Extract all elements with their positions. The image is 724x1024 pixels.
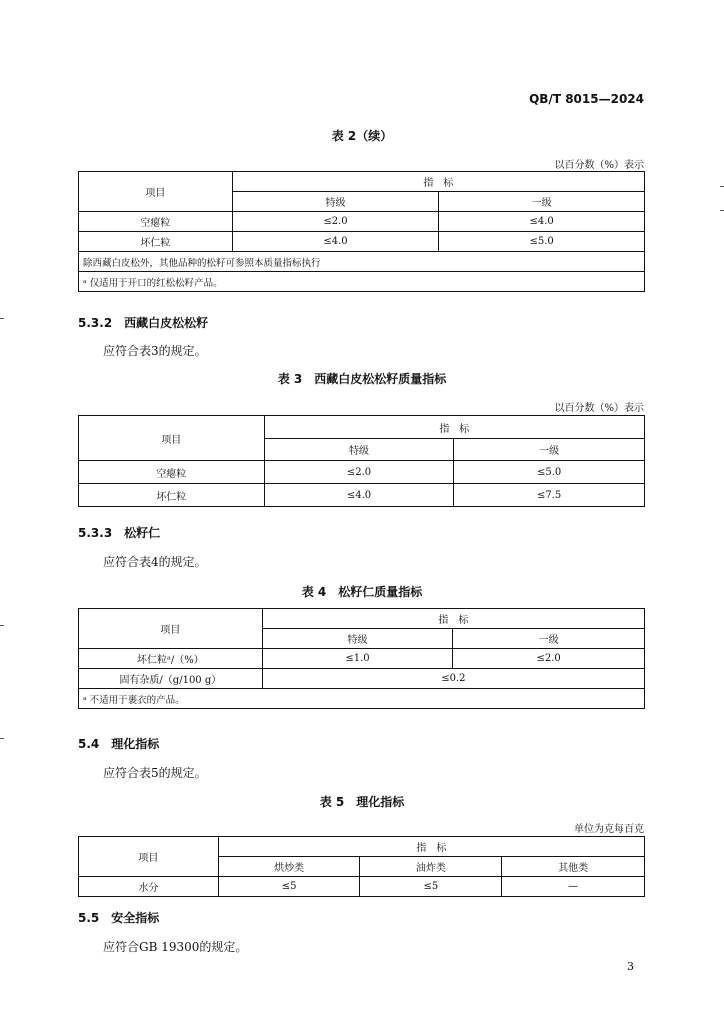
- table4-cell-value: ≤0.2: [262, 669, 644, 689]
- table3-caption: 表 3 西藏白皮松松籽质量指标: [277, 372, 447, 386]
- table4-cell-special: ≤1.0: [262, 649, 453, 669]
- table-row: [79, 649, 645, 669]
- table2-cell-first: ≤5.0: [439, 232, 645, 252]
- margin-mark: [720, 186, 724, 187]
- margin-mark: [720, 210, 724, 211]
- section-heading-5-3-2: 5.3.2 西藏白皮松松籽: [78, 316, 209, 330]
- table-row: [79, 877, 645, 897]
- table5-head-indicator: 指 标: [218, 837, 644, 857]
- table3-cell-item: 坏仁粒: [79, 484, 265, 507]
- table2-note: 除西藏白皮松外，其他品种的松籽可参照本质量指标执行: [79, 252, 645, 272]
- table4-caption: 表 4 松籽仁质量指标: [301, 585, 423, 599]
- table4-cell-item: 坏仁粒ᵃ/（%）: [79, 649, 263, 669]
- table2-unit: 以百分数（%）表示: [554, 160, 644, 171]
- margin-mark: [0, 318, 4, 319]
- standard-number: QB/T 8015—2024: [529, 92, 644, 106]
- section-heading-5-5: 5.5 安全指标: [78, 911, 160, 925]
- table3-cell-first: ≤5.0: [454, 461, 645, 484]
- table5-cell-v1: ≤5: [218, 877, 360, 897]
- table2-head-first: 一级: [439, 192, 645, 212]
- table5: [78, 836, 645, 897]
- table5-head-item: 项目: [79, 837, 219, 877]
- table4-cell-first: ≤2.0: [453, 649, 645, 669]
- table5-cell-v2: ≤5: [360, 877, 502, 897]
- table-row: [79, 461, 645, 484]
- table2-cell-special: ≤2.0: [232, 212, 439, 232]
- table3: [78, 415, 645, 507]
- table-row: [79, 669, 645, 689]
- table4-head-first: 一级: [453, 629, 645, 649]
- section-text-5-4: 应符合表5的规定。: [103, 766, 207, 780]
- table5-head-c2: 油炸类: [360, 857, 502, 877]
- table4-footnote: ᵃ 不适用于裹衣的产品。: [79, 689, 645, 709]
- table3-head-item: 项目: [79, 416, 265, 461]
- table5-caption: 表 5 理化指标: [319, 795, 405, 809]
- table2-cell-special: ≤4.0: [232, 232, 439, 252]
- table2-cell-first: ≤4.0: [439, 212, 645, 232]
- table2: [78, 171, 645, 292]
- table5-cell-item: 水分: [79, 877, 219, 897]
- table5-cell-v3: —: [502, 877, 645, 897]
- table3-cell-first: ≤7.5: [454, 484, 645, 507]
- table2-cell-item: 空瘪粒: [79, 212, 233, 232]
- table2-footnote: ᵃ 仅适用于开口的红松松籽产品。: [79, 272, 645, 292]
- table3-head-indicator: 指 标: [264, 416, 644, 439]
- section-heading-5-3-3: 5.3.3 松籽仁: [78, 526, 161, 540]
- section-text-5-3-3: 应符合表4的规定。: [103, 555, 207, 569]
- table4-head-indicator: 指 标: [262, 609, 644, 629]
- table3-head-special: 特级: [264, 439, 454, 461]
- table5-unit: 单位为克每百克: [574, 824, 644, 835]
- page-number: 3: [627, 960, 634, 973]
- table4-cell-item: 固有杂质/（g/100 g）: [79, 669, 263, 689]
- table2-head-item: 项目: [79, 172, 233, 212]
- table5-head-c3: 其他类: [502, 857, 645, 877]
- table2-cell-item: 坏仁粒: [79, 232, 233, 252]
- table3-cell-item: 空瘪粒: [79, 461, 265, 484]
- table5-head-c1: 烘炒类: [218, 857, 360, 877]
- table-row: [79, 212, 645, 232]
- table3-cell-special: ≤2.0: [264, 461, 454, 484]
- table4-head-item: 项目: [79, 609, 263, 649]
- section-heading-5-4: 5.4 理化指标: [78, 737, 160, 751]
- table2-head-indicator: 指 标: [232, 172, 644, 192]
- margin-mark: [0, 738, 4, 739]
- table2-caption: 表 2（续）: [331, 129, 393, 143]
- section-text-5-5: 应符合GB 19300的规定。: [103, 940, 248, 954]
- margin-mark: [0, 625, 4, 626]
- table4: [78, 608, 645, 709]
- section-text-5-3-2: 应符合表3的规定。: [103, 344, 207, 358]
- table3-unit: 以百分数（%）表示: [554, 403, 644, 414]
- table-row: [79, 232, 645, 252]
- table-row: [79, 484, 645, 507]
- table2-head-special: 特级: [232, 192, 439, 212]
- table4-head-special: 特级: [262, 629, 453, 649]
- table3-cell-special: ≤4.0: [264, 484, 454, 507]
- table3-head-first: 一级: [454, 439, 645, 461]
